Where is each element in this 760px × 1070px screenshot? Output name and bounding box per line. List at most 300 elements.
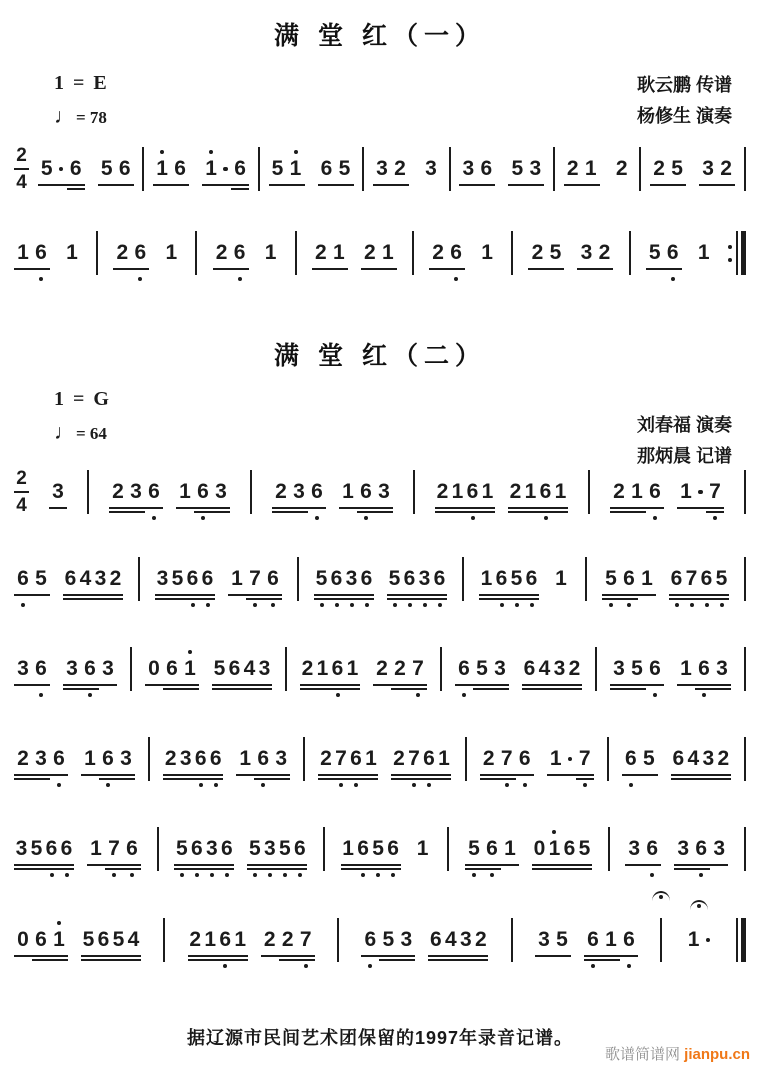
note-digit	[465, 836, 483, 862]
note-digit	[646, 479, 664, 505]
note-digit	[219, 836, 234, 862]
note-digit	[308, 479, 326, 505]
beam-line	[610, 511, 646, 513]
note-value: 1	[17, 241, 29, 264]
note-value: 6	[587, 928, 599, 951]
note-digit	[297, 927, 315, 953]
note-value: 2	[615, 157, 628, 180]
note-group	[314, 566, 374, 592]
credit-line: 刘春福 演奏	[636, 415, 732, 435]
barline-thin	[130, 647, 132, 691]
beam-line	[14, 268, 50, 270]
note-value: 3	[538, 928, 550, 951]
octave-dot-low	[57, 783, 61, 787]
barline	[163, 918, 165, 962]
note-value: 5	[382, 928, 395, 951]
note-digit	[189, 836, 204, 862]
note-digit	[552, 566, 570, 592]
note-group	[341, 836, 401, 862]
measure	[650, 156, 735, 182]
note-digit	[176, 479, 194, 505]
barline	[138, 557, 140, 601]
octave-dot-high	[552, 830, 556, 834]
beam-line	[194, 511, 230, 513]
beam-line	[32, 959, 68, 961]
beam-line	[508, 184, 544, 186]
note-value: 1	[555, 567, 567, 590]
note-digit	[357, 479, 375, 505]
note-digit	[193, 746, 208, 772]
note-group	[14, 836, 74, 862]
note-digit	[371, 836, 386, 862]
note-digit	[478, 240, 496, 266]
note-value: 6	[433, 567, 446, 590]
note-value: 2	[109, 567, 122, 590]
barline-thin	[588, 470, 590, 514]
note-group	[480, 746, 534, 772]
note-digit	[584, 927, 602, 953]
note-group	[674, 836, 728, 862]
piece1-tempo	[54, 104, 109, 129]
note-group	[318, 156, 354, 182]
note-group	[435, 479, 495, 505]
beam-line	[625, 864, 661, 866]
beam-line	[584, 959, 620, 961]
note-group	[532, 836, 592, 862]
note-value: 3	[293, 480, 305, 503]
note-group	[361, 927, 415, 953]
credit-line: 那炳晨 记谱	[636, 446, 732, 466]
octave-dot-low	[438, 603, 442, 607]
note-digit	[602, 927, 620, 953]
barline	[744, 737, 746, 781]
barline	[608, 827, 610, 871]
note-value: 6	[84, 657, 96, 680]
time-signature-line	[14, 491, 29, 493]
beam-line	[522, 684, 582, 686]
note-value: 1	[53, 928, 65, 951]
note-value: 6	[364, 928, 377, 951]
beam-line	[314, 598, 374, 600]
note-value: 6	[209, 747, 222, 770]
note-digit	[111, 927, 126, 953]
barline-thin	[258, 147, 260, 191]
note-value: 1	[697, 241, 710, 264]
note-digit	[14, 927, 32, 953]
note-digit	[577, 240, 595, 266]
beam-line	[81, 774, 135, 776]
note-value: 1	[605, 928, 617, 951]
barline	[295, 231, 297, 275]
barline-thin	[96, 231, 98, 275]
note-value: 7	[685, 567, 698, 590]
barline-thin	[585, 557, 587, 601]
octave-dot-low	[490, 873, 494, 877]
barline-thin	[553, 147, 555, 191]
note-group	[373, 156, 409, 182]
note-digit	[622, 746, 640, 772]
note-value: 2	[566, 157, 579, 180]
note-digit	[459, 156, 477, 182]
note-digit	[262, 836, 277, 862]
note-group	[610, 479, 664, 505]
note-group	[63, 240, 81, 266]
note-digit	[483, 836, 501, 862]
note-digit	[576, 746, 594, 772]
barline-thin	[607, 737, 609, 781]
note-digit	[341, 836, 356, 862]
beam-line	[674, 864, 728, 866]
octave-dot-low	[191, 603, 195, 607]
octave-dot-low	[361, 873, 365, 877]
note-digit	[386, 836, 401, 862]
beam-line	[522, 688, 582, 690]
note-digit	[227, 656, 242, 682]
note-value: 2	[301, 657, 314, 680]
barline	[250, 470, 252, 514]
note-digit	[32, 927, 50, 953]
score-row	[14, 240, 746, 266]
barline	[447, 827, 449, 871]
note-digit	[402, 566, 417, 592]
note-value: 6	[429, 928, 442, 951]
note-value: 6	[480, 157, 493, 180]
note-digit	[279, 927, 297, 953]
octave-dot-low	[702, 693, 706, 697]
note-group	[261, 927, 315, 953]
note-value: 6	[646, 837, 659, 860]
beam-line	[38, 184, 85, 186]
beam-line	[213, 268, 249, 270]
barline-thin	[163, 918, 165, 962]
note-value: 2	[112, 480, 124, 503]
note-value: 5	[82, 928, 95, 951]
note-digit	[44, 836, 59, 862]
note-digit	[480, 479, 495, 505]
note-digit	[595, 240, 613, 266]
measure	[38, 156, 134, 182]
note-group	[622, 746, 658, 772]
note-value: 6	[357, 837, 369, 860]
note-value: 7	[709, 480, 721, 503]
note-value: 5	[30, 837, 43, 860]
barline	[462, 557, 464, 601]
note-digit	[699, 566, 714, 592]
note-value: 2	[17, 747, 29, 770]
note-group	[646, 240, 682, 266]
note-value: 5	[631, 657, 643, 680]
octave-dot-low	[320, 603, 324, 607]
beam-line	[155, 594, 215, 596]
note-group	[113, 240, 149, 266]
note-digit	[414, 836, 432, 862]
measure	[429, 240, 496, 266]
note-digit	[373, 156, 391, 182]
note-value: 1	[480, 567, 493, 590]
note-group	[14, 746, 68, 772]
note-digit	[300, 656, 315, 682]
measure	[272, 479, 393, 505]
note-digit	[375, 479, 393, 505]
barline	[297, 557, 299, 601]
time-signature	[14, 146, 29, 192]
source-caption: 据辽源市民间艺术团保留的1997年录音记谱。	[186, 1028, 574, 1048]
note-value: 1	[289, 157, 302, 180]
octave-dot-low	[705, 603, 709, 607]
note-value: 5	[476, 657, 488, 680]
octave-dot-low	[364, 516, 368, 520]
beam-line	[261, 955, 315, 957]
note-value: 6	[623, 567, 635, 590]
note-digit	[458, 927, 473, 953]
octave-dot-low	[412, 783, 416, 787]
beam-line	[459, 184, 495, 186]
note-digit	[242, 656, 257, 682]
note-digit	[339, 479, 357, 505]
note-digit	[315, 656, 330, 682]
note-value: 0	[17, 928, 29, 951]
note-value: 6	[293, 837, 306, 860]
note-digit	[63, 240, 81, 266]
note-digit	[38, 156, 56, 182]
note-digit	[78, 566, 93, 592]
note-group	[422, 156, 440, 182]
beam-line	[176, 507, 230, 509]
note-value: 3	[156, 567, 169, 590]
note-digit	[32, 746, 50, 772]
note-value: 1	[641, 567, 653, 590]
note-value: 2	[720, 157, 732, 180]
note-group	[577, 240, 613, 266]
beam-line	[163, 688, 199, 690]
beam-line	[174, 864, 234, 866]
note-digit	[646, 656, 664, 682]
measure	[14, 746, 135, 772]
note-digit	[116, 156, 134, 182]
note-digit	[356, 836, 371, 862]
beam-line	[81, 955, 141, 957]
piece2-key-signature: 1 = G	[54, 388, 111, 410]
beam-line	[361, 268, 397, 270]
note-digit	[188, 927, 203, 953]
octave-dot-low	[65, 873, 69, 877]
note-group	[162, 240, 180, 266]
note-value: 1	[204, 928, 216, 951]
note-value: 4	[243, 657, 256, 680]
note-value: 2	[598, 241, 611, 264]
note-value: 7	[578, 747, 591, 770]
note-digit	[170, 566, 185, 592]
measure	[14, 836, 141, 862]
beam-line	[113, 268, 149, 270]
beam-line	[300, 684, 360, 686]
note-value: 5	[549, 241, 562, 264]
measure	[174, 836, 307, 862]
note-value: 3	[613, 657, 625, 680]
note-value: 2	[394, 657, 406, 680]
barline	[465, 737, 467, 781]
beam-line	[109, 507, 163, 509]
note-digit	[213, 240, 231, 266]
beam-line	[480, 774, 534, 776]
note-digit	[344, 566, 359, 592]
note-group	[478, 240, 496, 266]
barline	[744, 647, 746, 691]
note-digit	[710, 836, 728, 862]
octave-dot-low	[336, 693, 340, 697]
beam-line	[576, 778, 594, 780]
duration-dot-mark	[568, 757, 573, 762]
beam-line	[109, 511, 145, 513]
note-digit	[105, 836, 123, 862]
barline-thin	[639, 147, 641, 191]
octave-dot-low	[350, 603, 354, 607]
beam-line	[677, 507, 724, 509]
note-group	[677, 656, 731, 682]
note-digit	[695, 240, 713, 266]
note-value: 6	[64, 567, 77, 590]
note-digit	[203, 927, 218, 953]
octave-dot-low	[523, 783, 527, 787]
note-digit	[387, 566, 402, 592]
note-group	[465, 836, 519, 862]
note-value: 2	[315, 241, 327, 264]
note-digit	[668, 156, 686, 182]
measure	[459, 156, 544, 182]
note-group	[669, 566, 729, 592]
note-value: 6	[126, 837, 138, 860]
note-digit	[231, 240, 249, 266]
note-group	[479, 566, 539, 592]
note-digit	[236, 746, 254, 772]
note-group	[610, 656, 664, 682]
measure	[646, 240, 713, 266]
note-value: 5	[100, 157, 113, 180]
octave-dot-low	[39, 277, 43, 281]
note-group	[188, 927, 248, 953]
note-digit	[397, 927, 415, 953]
note-value: 2	[215, 241, 228, 264]
note-value: 6	[134, 241, 147, 264]
piece2-tempo	[54, 420, 111, 445]
note-digit	[664, 240, 682, 266]
note-value: 1	[156, 157, 168, 180]
barline	[412, 231, 414, 275]
note-digit	[671, 746, 686, 772]
note-value: 5	[278, 837, 291, 860]
note-digit	[117, 746, 135, 772]
beam-line	[379, 959, 415, 961]
barline	[130, 647, 132, 691]
barline-thin	[447, 827, 449, 871]
note-value: 6	[60, 837, 73, 860]
note-digit	[628, 479, 646, 505]
note-group	[81, 746, 135, 772]
octave-dot-low	[152, 516, 156, 520]
watermark-site-name: 歌谱简谱网	[604, 1046, 680, 1063]
octave-dot-low	[713, 516, 717, 520]
note-group	[312, 240, 348, 266]
note-group	[677, 479, 724, 505]
note-value: 3	[263, 837, 276, 860]
note-value: 3	[462, 157, 475, 180]
beam-line	[677, 684, 731, 686]
barline-thin	[744, 147, 746, 191]
octave-dot-low	[21, 603, 25, 607]
octave-dot-low	[238, 277, 242, 281]
measure	[312, 240, 397, 266]
octave-dot-low	[653, 693, 657, 697]
beam-line	[435, 511, 495, 513]
note-digit	[272, 479, 290, 505]
note-value: 6	[649, 657, 661, 680]
note-value: 2	[568, 657, 581, 680]
note-value: 6	[623, 928, 635, 951]
score-row	[14, 836, 746, 862]
note-value: 1	[264, 241, 277, 264]
note-digit	[701, 746, 716, 772]
note-group	[699, 156, 735, 182]
piece1-key-signature: 1 = E	[54, 72, 109, 94]
note-group	[455, 656, 509, 682]
note-digit	[218, 927, 233, 953]
beam-line	[67, 188, 85, 190]
barline	[148, 737, 150, 781]
beam-line	[669, 594, 729, 596]
barline-thin	[511, 231, 513, 275]
note-digit	[174, 836, 189, 862]
note-digit	[409, 656, 427, 682]
note-value: 6	[403, 567, 416, 590]
note-group	[552, 566, 570, 592]
octave-dot-low	[195, 873, 199, 877]
note-digit	[713, 656, 731, 682]
measure	[610, 479, 724, 505]
repeat-dots	[728, 245, 732, 262]
note-digit	[212, 479, 230, 505]
note-value: 3	[378, 480, 390, 503]
note-digit	[620, 566, 638, 592]
note-digit	[14, 836, 29, 862]
note-group	[361, 240, 397, 266]
note-value: 6	[698, 657, 710, 680]
note-value: 6	[219, 928, 231, 951]
note-value: 6	[53, 747, 65, 770]
score-row	[14, 656, 746, 682]
octave-dot-low	[472, 873, 476, 877]
barline	[96, 231, 98, 275]
note-value: 6	[197, 480, 209, 503]
note-value: 6	[102, 747, 114, 770]
note-digit	[162, 240, 180, 266]
beam-line	[98, 184, 134, 186]
note-group	[202, 156, 249, 182]
note-group	[300, 656, 360, 682]
note-digit	[553, 927, 571, 953]
note-digit	[200, 566, 215, 592]
note-digit	[247, 836, 262, 862]
note-digit	[443, 927, 458, 953]
note-digit	[171, 156, 189, 182]
note-digit	[716, 746, 731, 772]
note-digit	[336, 156, 354, 182]
barline	[440, 647, 442, 691]
beam-line	[465, 868, 501, 870]
beam-line	[269, 184, 305, 186]
barline-thin	[449, 147, 451, 191]
note-value: 6	[387, 837, 399, 860]
beam-line	[602, 594, 656, 596]
